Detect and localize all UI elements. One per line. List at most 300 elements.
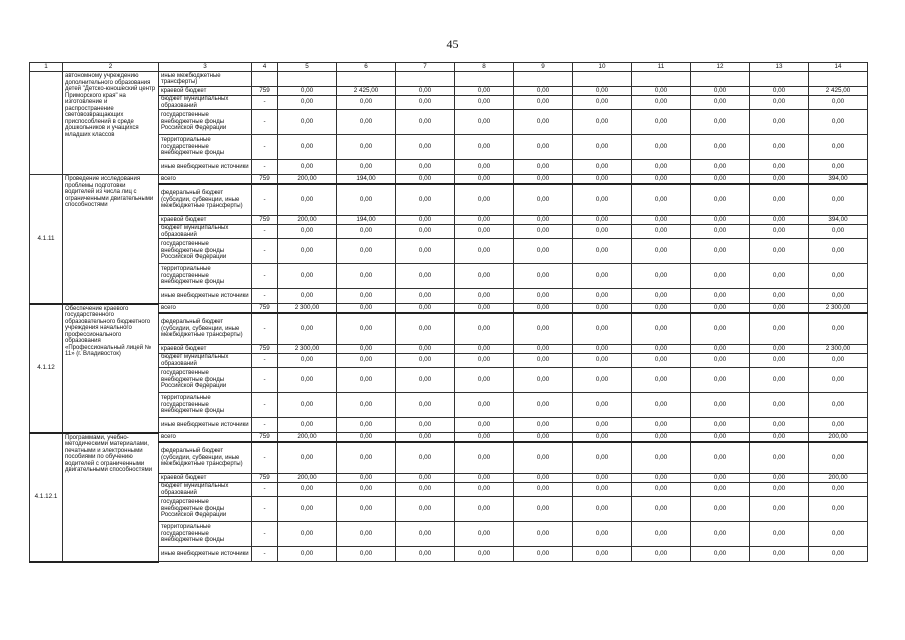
year-value: 0,00	[573, 135, 632, 160]
year-value	[573, 72, 632, 87]
year-value: 0,00	[514, 264, 573, 289]
column-header: 7	[396, 63, 455, 72]
year-value: 0,00	[514, 547, 573, 562]
year-value: 0,00	[691, 184, 750, 216]
year-value: 0,00	[691, 110, 750, 135]
year-value: 0,00	[455, 522, 514, 547]
year-value: 0,00	[337, 442, 396, 474]
year-value: 0,00	[750, 135, 809, 160]
total-value: 0,00	[809, 547, 868, 562]
table-row	[30, 304, 868, 314]
year-value: 0,00	[750, 522, 809, 547]
year-value: 0,00	[278, 135, 337, 160]
year-value: 194,00	[337, 175, 396, 185]
year-value: 0,00	[337, 433, 396, 443]
year-value: 0,00	[278, 497, 337, 522]
year-value: 0,00	[396, 289, 455, 304]
budget-code: -	[252, 184, 278, 216]
column-header: 5	[278, 63, 337, 72]
year-value: 0,00	[750, 239, 809, 264]
year-value: 0,00	[750, 175, 809, 185]
year-value: 0,00	[514, 368, 573, 393]
budget-code: 759	[252, 216, 278, 225]
year-value: 0,00	[573, 354, 632, 368]
year-value: 0,00	[632, 522, 691, 547]
budget-code: -	[252, 442, 278, 474]
year-value: 0,00	[573, 393, 632, 418]
year-value: 0,00	[278, 96, 337, 110]
year-value: 0,00	[573, 522, 632, 547]
year-value: 0,00	[396, 264, 455, 289]
year-value: 0,00	[750, 225, 809, 239]
activity-name: автономному учреждению дополнительного образования детей "Детско-юношеский центр Приморского края" на изготовление и распространение световозвращающих приспособлений в среде дошкольников и учащихся младших классов	[63, 72, 159, 175]
funding-source: территориальные государственные внебюджетные фонды	[159, 264, 252, 289]
budget-code: -	[252, 547, 278, 562]
year-value: 0,00	[337, 225, 396, 239]
year-value: 0,00	[278, 418, 337, 433]
year-value: 0,00	[750, 264, 809, 289]
year-value: 0,00	[691, 442, 750, 474]
year-value: 0,00	[337, 184, 396, 216]
budget-code: -	[252, 368, 278, 393]
budget-code: -	[252, 289, 278, 304]
year-value: 0,00	[278, 184, 337, 216]
total-value: 0,00	[809, 483, 868, 497]
year-value: 0,00	[337, 264, 396, 289]
year-value: 0,00	[455, 313, 514, 345]
year-value: 0,00	[337, 239, 396, 264]
year-value: 0,00	[750, 547, 809, 562]
year-value: 0,00	[691, 418, 750, 433]
year-value: 0,00	[455, 368, 514, 393]
year-value: 0,00	[691, 96, 750, 110]
year-value: 0,00	[691, 522, 750, 547]
year-value: 0,00	[396, 304, 455, 314]
table-row	[30, 72, 868, 87]
funding-source: территориальные государственные внебюджетные фонды	[159, 135, 252, 160]
funding-source: бюджет муниципальных образований	[159, 483, 252, 497]
total-value: 200,00	[809, 433, 868, 443]
year-value: 200,00	[278, 433, 337, 443]
year-value: 0,00	[632, 160, 691, 175]
funding-source: государственные внебюджетные фонды Российской Федерации	[159, 239, 252, 264]
year-value: 0,00	[337, 474, 396, 483]
year-value: 0,00	[691, 393, 750, 418]
year-value: 0,00	[750, 184, 809, 216]
activity-name: Программами, учебно-методическими материалами, печатными и электронными пособиями по обучению водителей с ограниченными двигательными способностями	[63, 433, 159, 562]
year-value: 0,00	[691, 433, 750, 443]
total-value: 394,00	[809, 175, 868, 185]
budget-code: -	[252, 135, 278, 160]
year-value: 0,00	[573, 345, 632, 354]
funding-source: территориальные государственные внебюджетные фонды	[159, 393, 252, 418]
year-value: 0,00	[691, 354, 750, 368]
year-value: 0,00	[514, 433, 573, 443]
year-value: 0,00	[514, 345, 573, 354]
year-value: 0,00	[396, 433, 455, 443]
budget-code	[252, 72, 278, 87]
year-value: 0,00	[455, 418, 514, 433]
column-header: 2	[63, 63, 159, 72]
year-value: 0,00	[514, 442, 573, 474]
year-value: 0,00	[691, 160, 750, 175]
year-value: 0,00	[396, 418, 455, 433]
total-value: 0,00	[809, 354, 868, 368]
year-value: 0,00	[632, 110, 691, 135]
year-value: 0,00	[632, 313, 691, 345]
year-value: 0,00	[514, 216, 573, 225]
year-value: 0,00	[573, 96, 632, 110]
year-value: 0,00	[396, 368, 455, 393]
year-value: 0,00	[455, 433, 514, 443]
year-value: 0,00	[514, 225, 573, 239]
total-value: 0,00	[809, 184, 868, 216]
year-value: 0,00	[278, 160, 337, 175]
year-value: 0,00	[455, 474, 514, 483]
year-value: 0,00	[455, 304, 514, 314]
total-value: 0,00	[809, 264, 868, 289]
year-value: 0,00	[573, 433, 632, 443]
year-value: 0,00	[632, 216, 691, 225]
year-value: 0,00	[750, 313, 809, 345]
year-value: 0,00	[455, 483, 514, 497]
year-value: 0,00	[278, 225, 337, 239]
budget-code: 759	[252, 304, 278, 314]
year-value: 0,00	[396, 96, 455, 110]
year-value	[750, 72, 809, 87]
year-value	[337, 72, 396, 87]
budget-code: -	[252, 110, 278, 135]
year-value: 0,00	[396, 483, 455, 497]
year-value: 0,00	[632, 474, 691, 483]
year-value: 0,00	[573, 225, 632, 239]
year-value: 0,00	[632, 175, 691, 185]
funding-source: краевой бюджет	[159, 216, 252, 225]
year-value: 0,00	[337, 483, 396, 497]
year-value: 0,00	[337, 393, 396, 418]
column-header: 6	[337, 63, 396, 72]
activity-name: Обеспечение краевого государственного образовательного бюджетного учреждения начального профессионального образования «Профессиональный лицей № 11» (г. Владивосток)	[63, 304, 159, 433]
year-value: 0,00	[337, 368, 396, 393]
year-value: 0,00	[455, 175, 514, 185]
year-value: 0,00	[514, 110, 573, 135]
budget-code: -	[252, 96, 278, 110]
funding-source: всего	[159, 433, 252, 443]
year-value: 0,00	[455, 497, 514, 522]
year-value: 0,00	[337, 497, 396, 522]
year-value: 0,00	[396, 160, 455, 175]
year-value: 0,00	[632, 393, 691, 418]
total-value: 2 300,00	[809, 345, 868, 354]
year-value: 0,00	[750, 110, 809, 135]
year-value: 0,00	[632, 184, 691, 216]
year-value	[691, 72, 750, 87]
year-value: 0,00	[337, 110, 396, 135]
year-value: 0,00	[278, 522, 337, 547]
budget-code: 759	[252, 433, 278, 443]
year-value: 200,00	[278, 175, 337, 185]
budget-code: -	[252, 393, 278, 418]
year-value: 0,00	[691, 135, 750, 160]
year-value: 0,00	[278, 393, 337, 418]
year-value: 0,00	[750, 393, 809, 418]
year-value: 0,00	[278, 354, 337, 368]
total-value: 0,00	[809, 393, 868, 418]
year-value: 0,00	[573, 474, 632, 483]
year-value: 0,00	[514, 239, 573, 264]
year-value: 0,00	[691, 483, 750, 497]
year-value: 0,00	[632, 418, 691, 433]
year-value: 0,00	[632, 442, 691, 474]
year-value: 200,00	[278, 216, 337, 225]
year-value: 0,00	[337, 418, 396, 433]
year-value: 0,00	[750, 289, 809, 304]
year-value: 0,00	[750, 87, 809, 96]
year-value: 0,00	[514, 96, 573, 110]
year-value: 0,00	[514, 304, 573, 314]
funding-source: бюджет муниципальных образований	[159, 225, 252, 239]
year-value: 0,00	[632, 304, 691, 314]
year-value: 0,00	[573, 313, 632, 345]
year-value: 0,00	[278, 483, 337, 497]
year-value: 0,00	[337, 354, 396, 368]
year-value: 0,00	[691, 216, 750, 225]
column-header: 3	[159, 63, 252, 72]
year-value: 0,00	[514, 87, 573, 96]
year-value: 0,00	[632, 87, 691, 96]
funding-source: государственные внебюджетные фонды Российской Федерации	[159, 110, 252, 135]
funding-source: федеральный бюджет (субсидии, субвенции, иные межбюджетные трансферты)	[159, 184, 252, 216]
budget-code: 759	[252, 87, 278, 96]
total-value: 0,00	[809, 225, 868, 239]
year-value: 0,00	[750, 433, 809, 443]
column-number-row	[30, 63, 868, 72]
year-value: 0,00	[337, 289, 396, 304]
year-value: 0,00	[691, 368, 750, 393]
year-value: 0,00	[337, 304, 396, 314]
total-value: 0,00	[809, 418, 868, 433]
year-value: 0,00	[691, 225, 750, 239]
year-value: 0,00	[337, 160, 396, 175]
column-header: 10	[573, 63, 632, 72]
year-value: 0,00	[396, 175, 455, 185]
budget-code: 759	[252, 474, 278, 483]
year-value: 0,00	[750, 483, 809, 497]
year-value: 2 300,00	[278, 345, 337, 354]
column-header: 1	[30, 63, 63, 72]
year-value: 0,00	[396, 87, 455, 96]
total-value: 200,00	[809, 474, 868, 483]
year-value: 0,00	[455, 393, 514, 418]
year-value: 0,00	[278, 264, 337, 289]
year-value: 0,00	[691, 304, 750, 314]
budget-code: -	[252, 313, 278, 345]
year-value: 0,00	[573, 368, 632, 393]
column-header: 13	[750, 63, 809, 72]
column-header: 11	[632, 63, 691, 72]
year-value: 0,00	[514, 393, 573, 418]
year-value: 0,00	[750, 497, 809, 522]
funding-source: краевой бюджет	[159, 345, 252, 354]
year-value: 200,00	[278, 474, 337, 483]
total-value: 0,00	[809, 239, 868, 264]
year-value: 0,00	[632, 289, 691, 304]
year-value: 0,00	[455, 87, 514, 96]
total-value: 0,00	[809, 96, 868, 110]
year-value: 0,00	[632, 354, 691, 368]
year-value: 0,00	[278, 289, 337, 304]
year-value: 2 425,00	[337, 87, 396, 96]
funding-source: бюджет муниципальных образований	[159, 96, 252, 110]
activity-code: 4.1.11	[30, 175, 63, 304]
year-value: 0,00	[278, 87, 337, 96]
funding-source: иные внебюджетные источники	[159, 547, 252, 562]
year-value: 0,00	[396, 354, 455, 368]
table-row	[30, 433, 868, 443]
year-value: 0,00	[455, 96, 514, 110]
year-value: 0,00	[396, 345, 455, 354]
total-value: 2 425,00	[809, 87, 868, 96]
year-value: 0,00	[691, 497, 750, 522]
total-value: 0,00	[809, 135, 868, 160]
year-value: 0,00	[396, 225, 455, 239]
funding-source: федеральный бюджет (субсидии, субвенции, иные межбюджетные трансферты)	[159, 442, 252, 474]
funding-source: федеральный бюджет (субсидии, субвенции, иные межбюджетные трансферты)	[159, 313, 252, 345]
year-value: 0,00	[632, 225, 691, 239]
year-value: 0,00	[337, 547, 396, 562]
year-value: 0,00	[691, 175, 750, 185]
funding-source: иные внебюджетные источники	[159, 160, 252, 175]
budget-code: 759	[252, 345, 278, 354]
year-value: 0,00	[514, 135, 573, 160]
year-value: 0,00	[691, 87, 750, 96]
column-header: 12	[691, 63, 750, 72]
year-value: 0,00	[573, 216, 632, 225]
year-value	[278, 72, 337, 87]
year-value: 0,00	[632, 433, 691, 443]
year-value: 0,00	[632, 96, 691, 110]
total-value: 0,00	[809, 289, 868, 304]
year-value: 0,00	[632, 345, 691, 354]
funding-source: бюджет муниципальных образований	[159, 354, 252, 368]
total-value: 0,00	[809, 110, 868, 135]
year-value: 0,00	[573, 547, 632, 562]
year-value: 0,00	[514, 497, 573, 522]
year-value: 0,00	[514, 418, 573, 433]
year-value	[396, 72, 455, 87]
year-value: 0,00	[750, 368, 809, 393]
funding-source: краевой бюджет	[159, 87, 252, 96]
year-value: 0,00	[396, 135, 455, 160]
column-header: 8	[455, 63, 514, 72]
year-value: 0,00	[278, 313, 337, 345]
year-value: 0,00	[337, 345, 396, 354]
year-value: 0,00	[396, 547, 455, 562]
funding-source: иные межбюджетные трансферты)	[159, 72, 252, 87]
year-value: 0,00	[455, 225, 514, 239]
year-value: 0,00	[750, 418, 809, 433]
total-value: 0,00	[809, 160, 868, 175]
year-value: 0,00	[514, 354, 573, 368]
budget-table	[29, 62, 868, 563]
year-value	[455, 72, 514, 87]
year-value: 0,00	[455, 345, 514, 354]
year-value: 0,00	[337, 522, 396, 547]
activity-name: Проведение исследования проблемы подготовки водителей из числа лиц с ограниченными двигательными способностями	[63, 175, 159, 304]
year-value: 0,00	[573, 184, 632, 216]
funding-source: государственные внебюджетные фонды Российской Федерации	[159, 368, 252, 393]
year-value: 0,00	[455, 110, 514, 135]
year-value: 0,00	[573, 442, 632, 474]
year-value: 0,00	[573, 87, 632, 96]
year-value: 0,00	[278, 368, 337, 393]
year-value: 0,00	[455, 184, 514, 216]
year-value: 0,00	[691, 474, 750, 483]
year-value: 0,00	[396, 184, 455, 216]
year-value: 0,00	[691, 264, 750, 289]
budget-code: -	[252, 264, 278, 289]
year-value: 0,00	[691, 289, 750, 304]
year-value: 0,00	[396, 216, 455, 225]
year-value: 0,00	[455, 135, 514, 160]
total-value: 0,00	[809, 313, 868, 345]
column-header: 9	[514, 63, 573, 72]
year-value: 0,00	[455, 264, 514, 289]
year-value: 0,00	[632, 368, 691, 393]
year-value: 0,00	[750, 216, 809, 225]
funding-source: территориальные государственные внебюджетные фонды	[159, 522, 252, 547]
column-header: 14	[809, 63, 868, 72]
year-value: 0,00	[750, 96, 809, 110]
year-value: 0,00	[573, 483, 632, 497]
year-value	[632, 72, 691, 87]
year-value: 0,00	[337, 313, 396, 345]
year-value: 0,00	[396, 497, 455, 522]
column-header: 4	[252, 63, 278, 72]
total-value: 394,00	[809, 216, 868, 225]
year-value: 0,00	[691, 345, 750, 354]
year-value: 0,00	[396, 522, 455, 547]
year-value: 0,00	[632, 264, 691, 289]
year-value: 0,00	[632, 547, 691, 562]
year-value: 0,00	[514, 289, 573, 304]
year-value: 0,00	[691, 239, 750, 264]
year-value: 0,00	[396, 442, 455, 474]
year-value: 0,00	[632, 497, 691, 522]
year-value: 0,00	[455, 547, 514, 562]
year-value: 0,00	[750, 345, 809, 354]
year-value: 0,00	[573, 175, 632, 185]
funding-source: иные внебюджетные источники	[159, 289, 252, 304]
year-value: 0,00	[396, 239, 455, 264]
year-value: 0,00	[514, 313, 573, 345]
budget-code: -	[252, 522, 278, 547]
year-value: 0,00	[750, 160, 809, 175]
year-value: 2 300,00	[278, 304, 337, 314]
year-value: 0,00	[396, 313, 455, 345]
funding-source: всего	[159, 304, 252, 314]
funding-source: краевой бюджет	[159, 474, 252, 483]
year-value: 0,00	[514, 522, 573, 547]
budget-code: -	[252, 354, 278, 368]
year-value: 0,00	[514, 160, 573, 175]
year-value: 0,00	[337, 135, 396, 160]
year-value: 0,00	[691, 547, 750, 562]
activity-code: 4.1.12.1	[30, 433, 63, 562]
year-value: 0,00	[573, 110, 632, 135]
year-value: 0,00	[573, 239, 632, 264]
year-value: 0,00	[278, 239, 337, 264]
